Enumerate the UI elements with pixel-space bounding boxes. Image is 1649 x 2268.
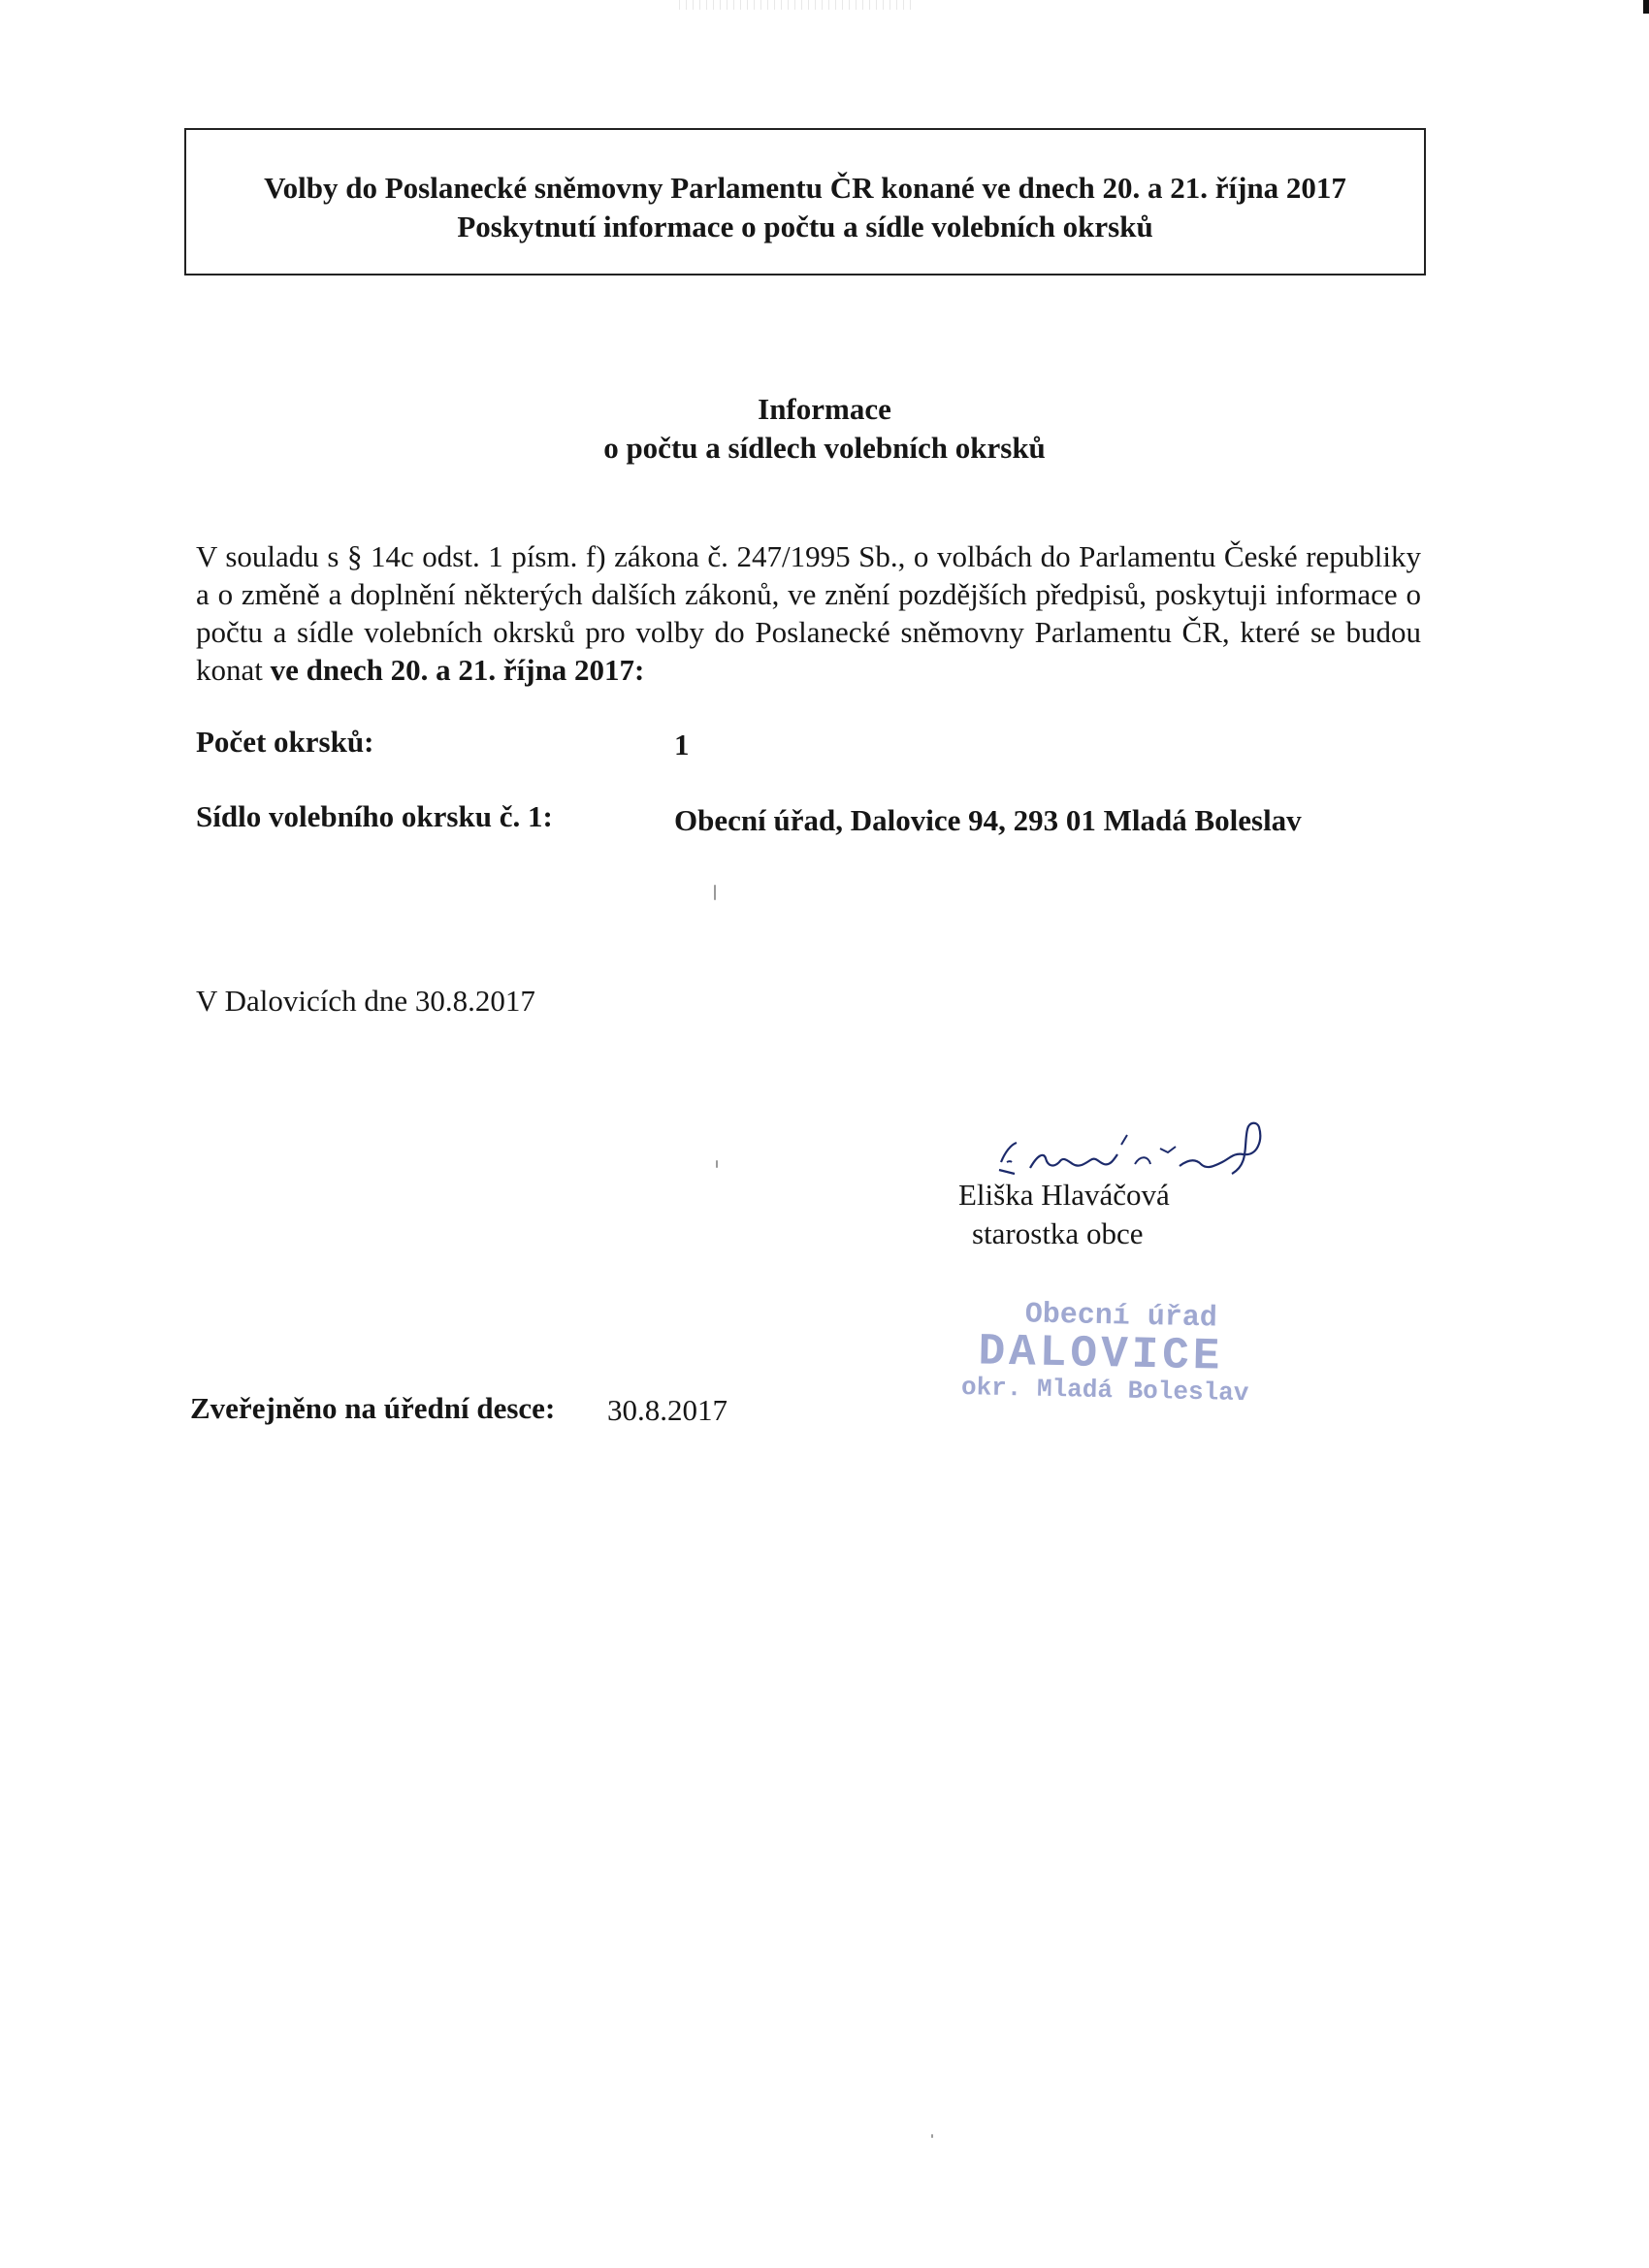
seat-value: Obecní úřad, Dalovice 94, 293 01 Mladá Boleslav	[674, 803, 1302, 837]
count-value: 1	[674, 728, 690, 761]
title-line-1: Informace	[758, 392, 891, 426]
document-title	[0, 390, 1649, 468]
scan-speck	[716, 1160, 718, 1168]
header-box	[184, 128, 1426, 275]
header-line-2: Poskytnutí informace o počtu a sídle volebních okrsků	[457, 210, 1153, 243]
scan-speck	[931, 2134, 933, 2138]
count-label: Počet okrsků:	[196, 725, 374, 759]
signer-role: starostka obce	[972, 1216, 1144, 1250]
header-line-1: Volby do Poslanecké sněmovny Parlamentu ČR konané ve dnech 20. a 21. října 2017	[264, 171, 1346, 205]
stamp-line-1: Obecní úřad	[1024, 1298, 1218, 1336]
body-text: V souladu s § 14c odst. 1 písm. f) zákona č. 247/1995 Sb., o volbách do Parlamentu České republiky a o změně a doplnění některých dalších zákonů, ve znění pozdějších předpisů, poskytuji informace o počtu a sídle volebních okrsků pro volby do Poslanecké sněmovny Parlamentu ČR, které se budou konat	[196, 539, 1421, 687]
stamp-line-2: DALOVICE	[978, 1326, 1224, 1382]
handwritten-signature	[989, 1106, 1280, 1183]
scan-noise	[679, 0, 912, 10]
signer-name: Eliška Hlaváčová	[958, 1178, 1170, 1212]
stamp-line-3: okr. Mladá Boleslav	[960, 1372, 1249, 1409]
body-bold-date: ve dnech 20. a 21. října 2017:	[270, 653, 645, 687]
scan-edge-mark	[1643, 0, 1649, 14]
place-date: V Dalovicích dne 30.8.2017	[196, 984, 535, 1018]
body-paragraph	[196, 537, 1421, 689]
office-stamp	[950, 1297, 1252, 1409]
scan-speck	[714, 885, 716, 900]
published-label: Zveřejněno na úřední desce:	[190, 1391, 556, 1425]
seat-label: Sídlo volebního okrsku č. 1:	[196, 799, 553, 833]
published-date: 30.8.2017	[607, 1393, 728, 1427]
title-line-2: o počtu a sídlech volebních okrsků	[603, 431, 1046, 465]
